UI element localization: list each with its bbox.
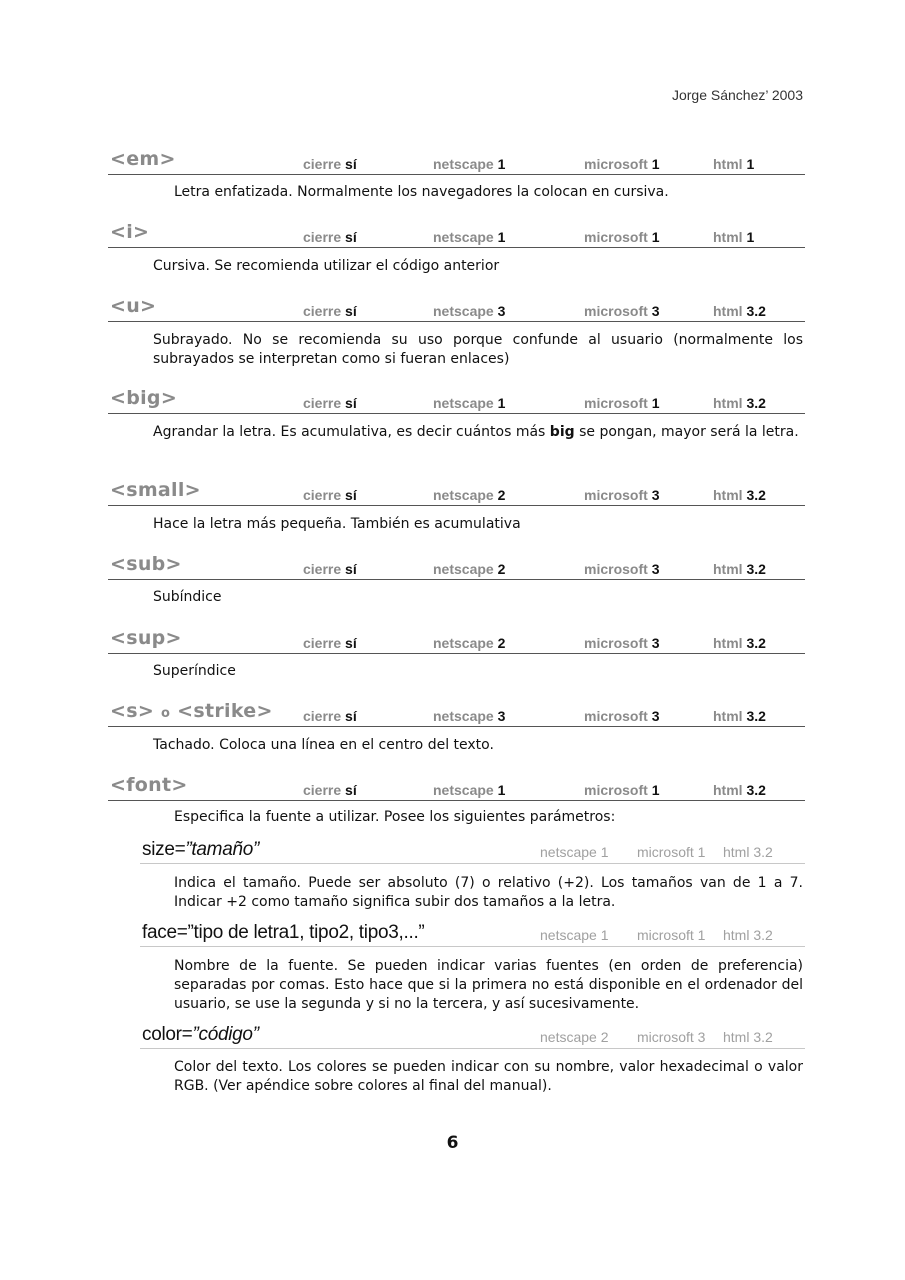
tag-description-i: Cursiva. Se recomienda utilizar el código anterior	[153, 258, 500, 274]
cierre-info: cierre sí	[303, 487, 357, 503]
tag-description-strike: Tachado. Coloca una línea en el centro del texto.	[153, 737, 494, 753]
tag-name: <sub>	[110, 553, 182, 575]
param-name: size=”tamaño”	[142, 839, 260, 860]
tag-row-i	[108, 221, 805, 248]
microsoft-info: microsoft 1	[584, 395, 660, 411]
tag-row-em	[108, 148, 805, 175]
html-info: html 3.2	[713, 561, 766, 577]
tag-name: <i>	[110, 221, 150, 243]
netscape-info: netscape 2	[433, 487, 506, 503]
tag-description-sub: Subíndice	[153, 589, 222, 605]
netscape-info: netscape 1	[433, 229, 506, 245]
tag-row-font	[108, 774, 805, 801]
tag-name: <sup>	[110, 627, 182, 649]
tag-name: <font>	[110, 774, 188, 796]
tag-name: <u>	[110, 295, 157, 317]
cierre-info: cierre sí	[303, 156, 357, 172]
page-number: 6	[446, 1133, 459, 1153]
html-info: html 1	[713, 229, 755, 245]
html-info: html 1	[713, 156, 755, 172]
tag-name: <em>	[110, 148, 176, 170]
cierre-info: cierre sí	[303, 782, 357, 798]
param-name: color=”código”	[142, 1024, 259, 1045]
tag-description-big: Agrandar la letra. Es acumulativa, es decir cuántos más big se pongan, mayor será la letra.	[153, 424, 799, 440]
microsoft-info: microsoft 1	[584, 156, 660, 172]
tag-description-u: Subrayado. No se recomienda su uso porque confunde al usuario (normalmente los subrayados se interpretan como si fueran enlaces)	[153, 332, 803, 367]
html-info: html 3.2	[713, 635, 766, 651]
cierre-info: cierre sí	[303, 635, 357, 651]
netscape-info: netscape 1	[433, 782, 506, 798]
tag-description-sup: Superíndice	[153, 663, 236, 679]
cierre-info: cierre sí	[303, 395, 357, 411]
netscape-info: netscape 1	[433, 395, 506, 411]
netscape-info: netscape 1	[433, 156, 506, 172]
html-info: html 3.2	[713, 303, 766, 319]
cierre-info: cierre sí	[303, 303, 357, 319]
tag-name: <small>	[110, 479, 201, 501]
param-netscape: netscape 2	[540, 1029, 609, 1045]
tag-name: <s> o <strike>	[110, 700, 273, 722]
tag-row-small	[108, 479, 805, 506]
param-row-color	[140, 1024, 805, 1049]
param-html: html 3.2	[723, 1029, 773, 1045]
param-microsoft: microsoft 1	[637, 927, 706, 943]
param-netscape: netscape 1	[540, 844, 609, 860]
html-info: html 3.2	[713, 487, 766, 503]
cierre-info: cierre sí	[303, 229, 357, 245]
netscape-info: netscape 2	[433, 635, 506, 651]
param-microsoft: microsoft 3	[637, 1029, 706, 1045]
tag-description-em: Letra enfatizada. Normalmente los navegadores la colocan en cursiva.	[174, 184, 669, 200]
microsoft-info: microsoft 3	[584, 487, 660, 503]
param-description-color: Color del texto. Los colores se pueden indicar con su nombre, valor hexadecimal o valor RGB. (Ver apéndice sobre colores al final del manual).	[174, 1059, 803, 1094]
param-name: face=”tipo de letra1, tipo2, tipo3,...”	[142, 922, 425, 943]
param-description-face: Nombre de la fuente. Se pueden indicar varias fuentes (en orden de preferencia) separadas por comas. Esto hace que si la primera no está disponible en el ordenador del usuario, se use la segunda y si no la tercera, y así sucesivamente.	[174, 958, 803, 1012]
tag-name: <big>	[110, 387, 178, 409]
tag-row-sub	[108, 553, 805, 580]
microsoft-info: microsoft 3	[584, 303, 660, 319]
param-netscape: netscape 1	[540, 927, 609, 943]
param-html: html 3.2	[723, 844, 773, 860]
param-row-face	[140, 922, 805, 947]
tag-row-strike	[108, 700, 805, 727]
tag-description-font: Especifica la fuente a utilizar. Posee los siguientes parámetros:	[174, 809, 616, 825]
tag-row-sup	[108, 627, 805, 654]
netscape-info: netscape 3	[433, 303, 506, 319]
cierre-info: cierre sí	[303, 708, 357, 724]
tag-row-big	[108, 387, 805, 414]
param-html: html 3.2	[723, 927, 773, 943]
html-info: html 3.2	[713, 395, 766, 411]
param-row-size	[140, 839, 805, 864]
cierre-info: cierre sí	[303, 561, 357, 577]
tag-description-small: Hace la letra más pequeña. También es acumulativa	[153, 516, 521, 532]
microsoft-info: microsoft 3	[584, 635, 660, 651]
microsoft-info: microsoft 3	[584, 708, 660, 724]
microsoft-info: microsoft 3	[584, 561, 660, 577]
microsoft-info: microsoft 1	[584, 782, 660, 798]
netscape-info: netscape 2	[433, 561, 506, 577]
microsoft-info: microsoft 1	[584, 229, 660, 245]
param-microsoft: microsoft 1	[637, 844, 706, 860]
param-description-size: Indica el tamaño. Puede ser absoluto (7) o relativo (+2). Los tamaños van de 1 a 7. Indicar +2 como tamaño significa subir dos tamaños a la letra.	[174, 875, 803, 910]
page-header-author: Jorge Sánchez’ 2003	[671, 87, 803, 103]
tag-row-u	[108, 295, 805, 322]
html-info: html 3.2	[713, 708, 766, 724]
netscape-info: netscape 3	[433, 708, 506, 724]
html-info: html 3.2	[713, 782, 766, 798]
